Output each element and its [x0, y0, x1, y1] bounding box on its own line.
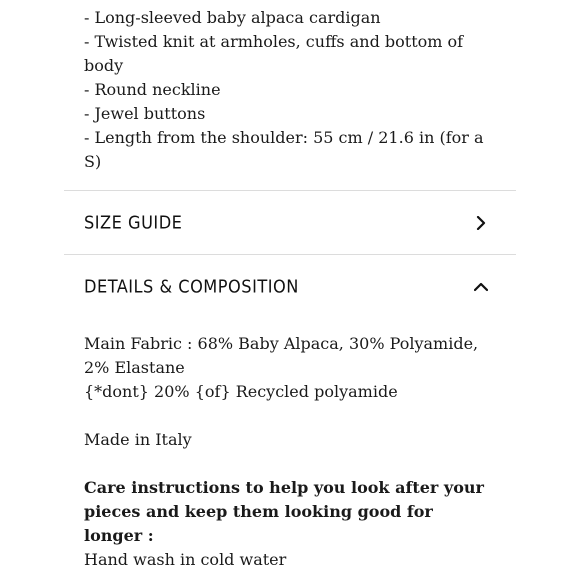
chevron-right-icon	[474, 216, 488, 230]
product-features-list	[84, 6, 494, 174]
details-composition-content	[84, 332, 494, 572]
feature-item: - Long-sleeved baby alpaca cardigan	[84, 8, 381, 27]
feature-item: - Round neckline	[84, 80, 221, 99]
product-info-panel	[64, 0, 516, 580]
composition-recycled-text: {*dont} 20% {of} Recycled polyamide	[84, 382, 398, 401]
care-instructions-heading: Care instructions to help you look after your pieces and keep them looking good for longer :	[84, 478, 484, 545]
chevron-up-icon	[474, 280, 488, 294]
composition-text: Main Fabric : 68% Baby Alpaca, 30% Polyamide, 2% Elastane	[84, 334, 479, 377]
feature-item: - Jewel buttons	[84, 104, 206, 123]
details-composition-title: DETAILS & COMPOSITION	[84, 276, 299, 298]
size-guide-title: SIZE GUIDE	[84, 212, 183, 234]
care-instructions-text: Hand wash in cold water	[84, 550, 287, 569]
details-composition-accordion[interactable]	[64, 255, 516, 319]
feature-item: - Twisted knit at armholes, cuffs and bottom of body	[84, 32, 464, 75]
origin-text: Made in Italy	[84, 430, 192, 449]
feature-item: - Length from the shoulder: 55 cm / 21.6 in (for a S)	[84, 128, 484, 171]
size-guide-accordion[interactable]	[64, 191, 516, 255]
